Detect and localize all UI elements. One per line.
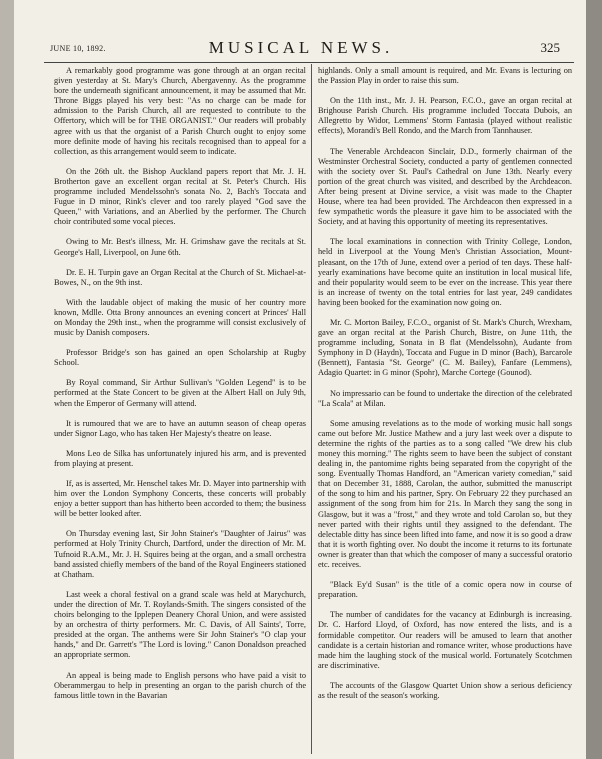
article-paragraph: It is rumoured that we are to have an autumn season of cheap operas under Signor Lago, who has taken Her Majesty's theatre on lease. bbox=[54, 418, 306, 438]
article-paragraph: highlands. Only a small amount is required, and Mr. Evans is lecturing on the Passion Play in order to raise this sum. bbox=[318, 66, 572, 86]
article-paragraph: Mr. C. Morton Bailey, F.C.O., organist of St. Mark's Church, Wrexham, gave an organ recital at the Parish Church, Bistre, on June 11th, the programme including, Sonata in B flat (Mendelssohn), Audante from Symphony in D (Haydn), Toccata and Fugue in D minor (Bach), Barcarole (Bennett), Fantasia "St. George" (C. M. Bailey), Fanfare (Lemmens), Adagio Quartet: in G minor (Spohr), Marche Cortege (Gounod). bbox=[318, 317, 572, 378]
article-paragraph: On the 26th ult. the Bishop Auckland papers report that Mr. J. H. Brotherton gave an excellent organ recital at St. Peter's Church. His programme included Mendelssohn's sonata No. 2, Bach's Toccata and Fugue in D minor, Rink's clever and too rarely played "God save the Queen," with Variations, and an Aberlied by the performer. The Church choir contributed some vocal pieces. bbox=[54, 166, 306, 227]
article-paragraph: No impressario can be found to undertake the direction of the celebrated "La Scala" at Milan. bbox=[318, 388, 572, 408]
masthead-title: MUSICAL NEWS. bbox=[208, 38, 394, 57]
article-paragraph: "Black Ey'd Susan" is the title of a comic opera now in course of preparation. bbox=[318, 580, 572, 600]
left-column bbox=[54, 66, 306, 711]
article-paragraph: With the laudable object of making the music of her country more known, Mdlle. Otta Brony announces an evening concert at Princes' Hall on Monday the 29th inst., when the programme will consist exclusively of music by Danish composers. bbox=[54, 297, 306, 338]
article-paragraph: On Thursday evening last, Sir John Stainer's "Daughter of Jairus" was performed at Holy Trinity Church, Dartford, under the direction of Mr. M. Tufnoid R.A.M., Mr. J. H. Squires being at the organ, and a small orchestra band assisted chiefly members of the band of the Royal Engineers stationed at Chatham. bbox=[54, 529, 306, 579]
header-date: JUNE 10, 1892. bbox=[50, 44, 106, 53]
page-number: 325 bbox=[540, 40, 560, 55]
article-paragraph: The local examinations in connection with Trinity College, London, held in Liverpool at the Young Men's Christian Association, Mount-pleasant, on the 17th of June, extend over a period of ten days. These half-yearly examinations have become quite an institution in local musical life, and their popularity would seem to be ever on the increase. This year there is an increase of twenty on the total entries for last year, 249 candidates having been booked for the examination now going on. bbox=[318, 237, 572, 307]
article-paragraph: Professor Bridge's son has gained an open Scholarship at Rugby School. bbox=[54, 348, 306, 368]
article-paragraph: The number of candidates for the vacancy at Edinburgh is increasing. Dr. C. Harford Lloyd, of Oxford, has now entered the lists, and is a formidable competitor. Our readers will be amused to learn that another candidate is a certain historian and romance writer, whose productions have made him the laughing stock of the musical world. Fortunately Scotchmen are discriminative. bbox=[318, 610, 572, 670]
article-paragraph: The accounts of the Glasgow Quartet Union show a serious deficiency as the result of the season's working. bbox=[318, 680, 572, 700]
article-paragraph: Dr. E. H. Turpin gave an Organ Recital at the Church of St. Michael-at-Bowes, N., on the 9th inst. bbox=[54, 267, 306, 287]
article-paragraph: The Venerable Archdeacon Sinclair, D.D., formerly chairman of the Westminster Orchestral Society, conducted a party of gentlemen connected with the society over St. Paul's Cathedral on June 13th. Nearly every portion of the great church was visited, and described by the Archdeacon. After being present at Divine service, a visit was made to the Chapter House, where tea had been provided. The Archdeacon then expressed in a few sympathetic words the pleasure it gave him to be associated with the Society, and at having this opportunity of meeting its representatives. bbox=[318, 146, 572, 227]
article-paragraph: If, as is asserted, Mr. Henschel takes Mr. D. Mayer into partnership with him over the London Symphony Concerts, these concerts will probably enjoy a better support than has hitherto been accorded to them; the business will be better looked after. bbox=[54, 479, 306, 519]
book-edge bbox=[586, 0, 602, 759]
article-paragraph: A remarkably good programme was gone through at an organ recital given yesterday at St. Mary's Church, Abergavenny. As the programme bore the underneath significant announcement, it may be assumed that Mr. Throne Biggs played his very best: "As no charge can be made for admission to the Parish Church, all are requested to contribute to the Offertory, which will be for THE ORGANIST." Our readers will probably agree with us that the organist of a Parish Church ought to enjoy some more definite mode of having his recitals recognised than to appeal for a collection, as this arrangement would seem to indicate. bbox=[54, 66, 306, 156]
right-column bbox=[318, 66, 572, 711]
page-gutter bbox=[0, 0, 14, 759]
article-paragraph: By Royal command, Sir Arthur Sullivan's "Golden Legend" is to be performed at the State Concert to be given at the Albert Hall on July 9th, when the Emperor of Germany will attend. bbox=[54, 378, 306, 408]
article-paragraph: Mons Leo de Silka has unfortunately injured his arm, and is prevented from playing at present. bbox=[54, 448, 306, 468]
header-rule bbox=[44, 62, 574, 63]
article-paragraph: On the 11th inst., Mr. J. H. Pearson, F.C.O., gave an organ recital at Brighouse Parish Church. His programme included Toccata Dubois, an Allegretto by Widor, Lemmens' Storm Fantasia (played without realistic effects), Morandi's Bell Rondo, and the March from Tannhauser. bbox=[318, 96, 572, 136]
article-paragraph: Some amusing revelations as to the mode of working music hall songs came out before Mr. Justice Mathew and a jury last week over a dispute to determine the rights of the parties as to a song called "We drew his club money this morning." The rights seem to have been the subject of constant dealing in, the pantomime rights being separated from the copyright of the song. Eventually Thomas Handford, an "American variety comedian," said that on December 31, 1888, Carolan, the author, submitted the manuscript of the song to him and his partner, Spry. On February 22 they purchased an assignment of the song from him for 21s. In March they sang the song in Glasgow, but it was a "frost," and they wrote and told Carolan so, but they never parted with their rights until they assigned to the defendant. The delectable ditty has since been lifted into fame, and now it is so good a draw that it is worth fighting over. No doubt the income it returns to its fortunate owner is greater than that which the composer of many a successful oratorio etc. receives. bbox=[318, 418, 572, 570]
column-divider bbox=[311, 64, 312, 754]
page-header bbox=[28, 38, 574, 60]
article-paragraph: An appeal is being made to English persons who have paid a visit to Oberammergau to help in presenting an organ to the parish church of the famous little town in the Bavarian bbox=[54, 670, 306, 700]
article-paragraph: Owing to Mr. Best's illness, Mr. H. Grimshaw gave the recitals at St. George's Hall, Liverpool, on June 6th. bbox=[54, 237, 306, 257]
article-paragraph: Last week a choral festival on a grand scale was held at Marychurch, under the direction of Mr. T. Roylands-Smith. The singers consisted of the choirs belonging to the Ipplepen Deanery Choral Union, and were assisted by an orchestra of thirty performers. Mr. C. Davis, of All Saints', Torre, presided at the organ. The anthems were Sir John Stainer's "O clap your hands," and Dr. Garrett's "The Lord is loving." Canon Donaldson preached an appropriate sermon. bbox=[54, 589, 306, 660]
